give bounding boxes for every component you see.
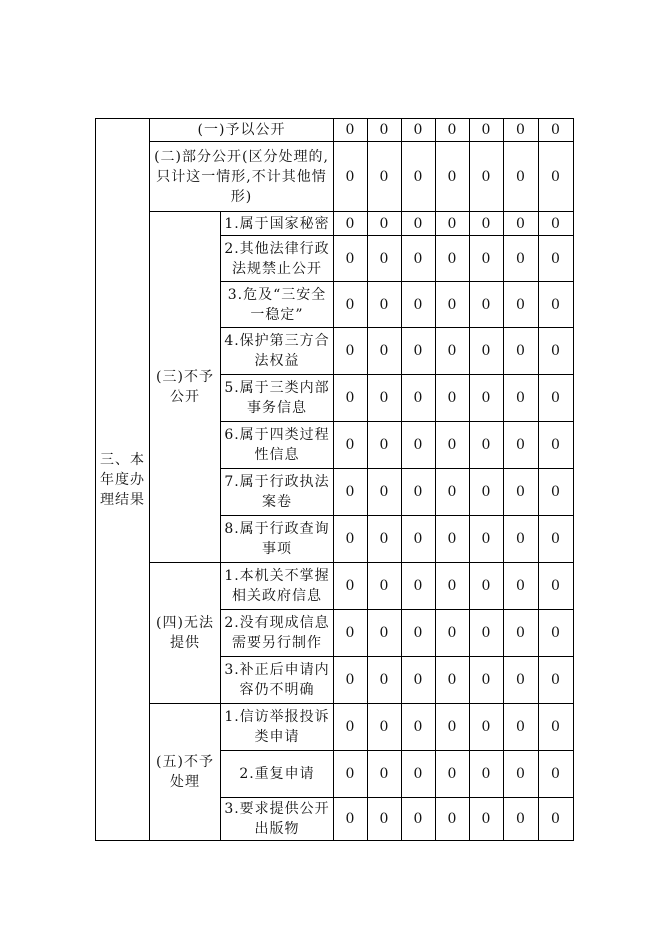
value-cell: 0: [504, 422, 539, 469]
value-cell: 0: [470, 704, 504, 751]
value-cell: 0: [368, 516, 402, 563]
value-cell: 0: [368, 469, 402, 516]
value-cell: 0: [334, 422, 368, 469]
value-cell: 0: [436, 328, 470, 375]
item-label: 3.要求提供公开出版物: [221, 798, 334, 841]
value-cell: 0: [470, 328, 504, 375]
value-cell: 0: [368, 142, 402, 212]
value-cell: 0: [436, 236, 470, 282]
value-cell: 0: [334, 212, 368, 236]
value-cell: 0: [402, 212, 436, 236]
value-cell: 0: [368, 563, 402, 610]
value-cell: 0: [470, 375, 504, 422]
group-label: (二)部分公开(区分处理的,只计这一情形,不计其他情形): [150, 142, 334, 212]
table-row: [96, 119, 574, 142]
value-cell: 0: [539, 704, 574, 751]
item-label: 6.属于四类过程性信息: [221, 422, 334, 469]
value-cell: 0: [504, 610, 539, 657]
value-cell: 0: [470, 236, 504, 282]
value-cell: 0: [334, 375, 368, 422]
value-cell: 0: [539, 142, 574, 212]
value-cell: 0: [402, 469, 436, 516]
section-label: 三、本 年度办 理结果: [96, 119, 150, 841]
value-cell: 0: [368, 282, 402, 328]
value-cell: 0: [402, 751, 436, 798]
item-label: 2.重复申请: [221, 751, 334, 798]
item-label: 1.属于国家秘密: [221, 212, 334, 236]
value-cell: 0: [504, 798, 539, 841]
value-cell: 0: [402, 142, 436, 212]
table-row: [96, 704, 574, 751]
value-cell: 0: [470, 212, 504, 236]
value-cell: 0: [436, 610, 470, 657]
value-cell: 0: [368, 610, 402, 657]
value-cell: 0: [504, 282, 539, 328]
value-cell: 0: [402, 328, 436, 375]
item-label: 7.属于行政执法案卷: [221, 469, 334, 516]
value-cell: 0: [436, 469, 470, 516]
item-label: 4.保护第三方合法权益: [221, 328, 334, 375]
value-cell: 0: [402, 119, 436, 142]
value-cell: 0: [368, 375, 402, 422]
value-cell: 0: [334, 704, 368, 751]
value-cell: 0: [470, 798, 504, 841]
value-cell: 0: [368, 236, 402, 282]
value-cell: 0: [470, 142, 504, 212]
table-row: [96, 212, 574, 236]
results-table: [95, 118, 574, 841]
value-cell: 0: [368, 751, 402, 798]
value-cell: 0: [504, 212, 539, 236]
value-cell: 0: [539, 516, 574, 563]
value-cell: 0: [539, 469, 574, 516]
group-label: (三)不予公开: [150, 212, 221, 563]
value-cell: 0: [504, 657, 539, 704]
item-label: 2.没有现成信息需要另行制作: [221, 610, 334, 657]
value-cell: 0: [504, 563, 539, 610]
value-cell: 0: [539, 798, 574, 841]
value-cell: 0: [539, 422, 574, 469]
value-cell: 0: [436, 142, 470, 212]
value-cell: 0: [436, 375, 470, 422]
value-cell: 0: [504, 469, 539, 516]
value-cell: 0: [539, 610, 574, 657]
group-label: (四)无法提供: [150, 563, 221, 704]
value-cell: 0: [368, 119, 402, 142]
value-cell: 0: [504, 516, 539, 563]
item-label: 3.补正后申请内容仍不明确: [221, 657, 334, 704]
value-cell: 0: [539, 375, 574, 422]
value-cell: 0: [402, 516, 436, 563]
value-cell: 0: [504, 119, 539, 142]
value-cell: 0: [436, 563, 470, 610]
value-cell: 0: [436, 516, 470, 563]
table-row: [96, 142, 574, 212]
value-cell: 0: [402, 422, 436, 469]
value-cell: 0: [504, 751, 539, 798]
value-cell: 0: [402, 282, 436, 328]
value-cell: 0: [504, 704, 539, 751]
value-cell: 0: [334, 657, 368, 704]
value-cell: 0: [436, 212, 470, 236]
value-cell: 0: [436, 798, 470, 841]
item-label: 3.危及“三安全一稳定”: [221, 282, 334, 328]
value-cell: 0: [368, 422, 402, 469]
value-cell: 0: [470, 751, 504, 798]
value-cell: 0: [368, 798, 402, 841]
group-label: (五)不予处理: [150, 704, 221, 841]
value-cell: 0: [402, 563, 436, 610]
value-cell: 0: [470, 657, 504, 704]
value-cell: 0: [539, 236, 574, 282]
value-cell: 0: [334, 798, 368, 841]
value-cell: 0: [334, 516, 368, 563]
value-cell: 0: [470, 469, 504, 516]
value-cell: 0: [334, 142, 368, 212]
value-cell: 0: [470, 516, 504, 563]
value-cell: 0: [368, 328, 402, 375]
value-cell: 0: [470, 422, 504, 469]
item-label: 5.属于三类内部事务信息: [221, 375, 334, 422]
value-cell: 0: [470, 119, 504, 142]
value-cell: 0: [504, 375, 539, 422]
table-row: [96, 563, 574, 610]
value-cell: 0: [539, 563, 574, 610]
group-label: (一)予以公开: [150, 119, 334, 142]
value-cell: 0: [402, 657, 436, 704]
value-cell: 0: [334, 282, 368, 328]
value-cell: 0: [470, 610, 504, 657]
value-cell: 0: [539, 282, 574, 328]
value-cell: 0: [436, 704, 470, 751]
value-cell: 0: [334, 610, 368, 657]
value-cell: 0: [402, 798, 436, 841]
item-label: 1.信访举报投诉类申请: [221, 704, 334, 751]
value-cell: 0: [436, 657, 470, 704]
value-cell: 0: [334, 751, 368, 798]
value-cell: 0: [504, 328, 539, 375]
value-cell: 0: [402, 375, 436, 422]
value-cell: 0: [470, 282, 504, 328]
value-cell: 0: [368, 657, 402, 704]
value-cell: 0: [436, 119, 470, 142]
value-cell: 0: [368, 212, 402, 236]
value-cell: 0: [334, 563, 368, 610]
item-label: 2.其他法律行政法规禁止公开: [221, 236, 334, 282]
value-cell: 0: [402, 610, 436, 657]
value-cell: 0: [539, 657, 574, 704]
value-cell: 0: [539, 119, 574, 142]
value-cell: 0: [334, 328, 368, 375]
value-cell: 0: [504, 142, 539, 212]
item-label: 1.本机关不掌握相关政府信息: [221, 563, 334, 610]
item-label: 8.属于行政查询事项: [221, 516, 334, 563]
value-cell: 0: [470, 563, 504, 610]
value-cell: 0: [402, 704, 436, 751]
value-cell: 0: [402, 236, 436, 282]
value-cell: 0: [334, 469, 368, 516]
value-cell: 0: [539, 751, 574, 798]
value-cell: 0: [504, 236, 539, 282]
value-cell: 0: [436, 751, 470, 798]
value-cell: 0: [334, 236, 368, 282]
value-cell: 0: [334, 119, 368, 142]
value-cell: 0: [539, 212, 574, 236]
value-cell: 0: [539, 328, 574, 375]
value-cell: 0: [368, 704, 402, 751]
value-cell: 0: [436, 282, 470, 328]
value-cell: 0: [436, 422, 470, 469]
